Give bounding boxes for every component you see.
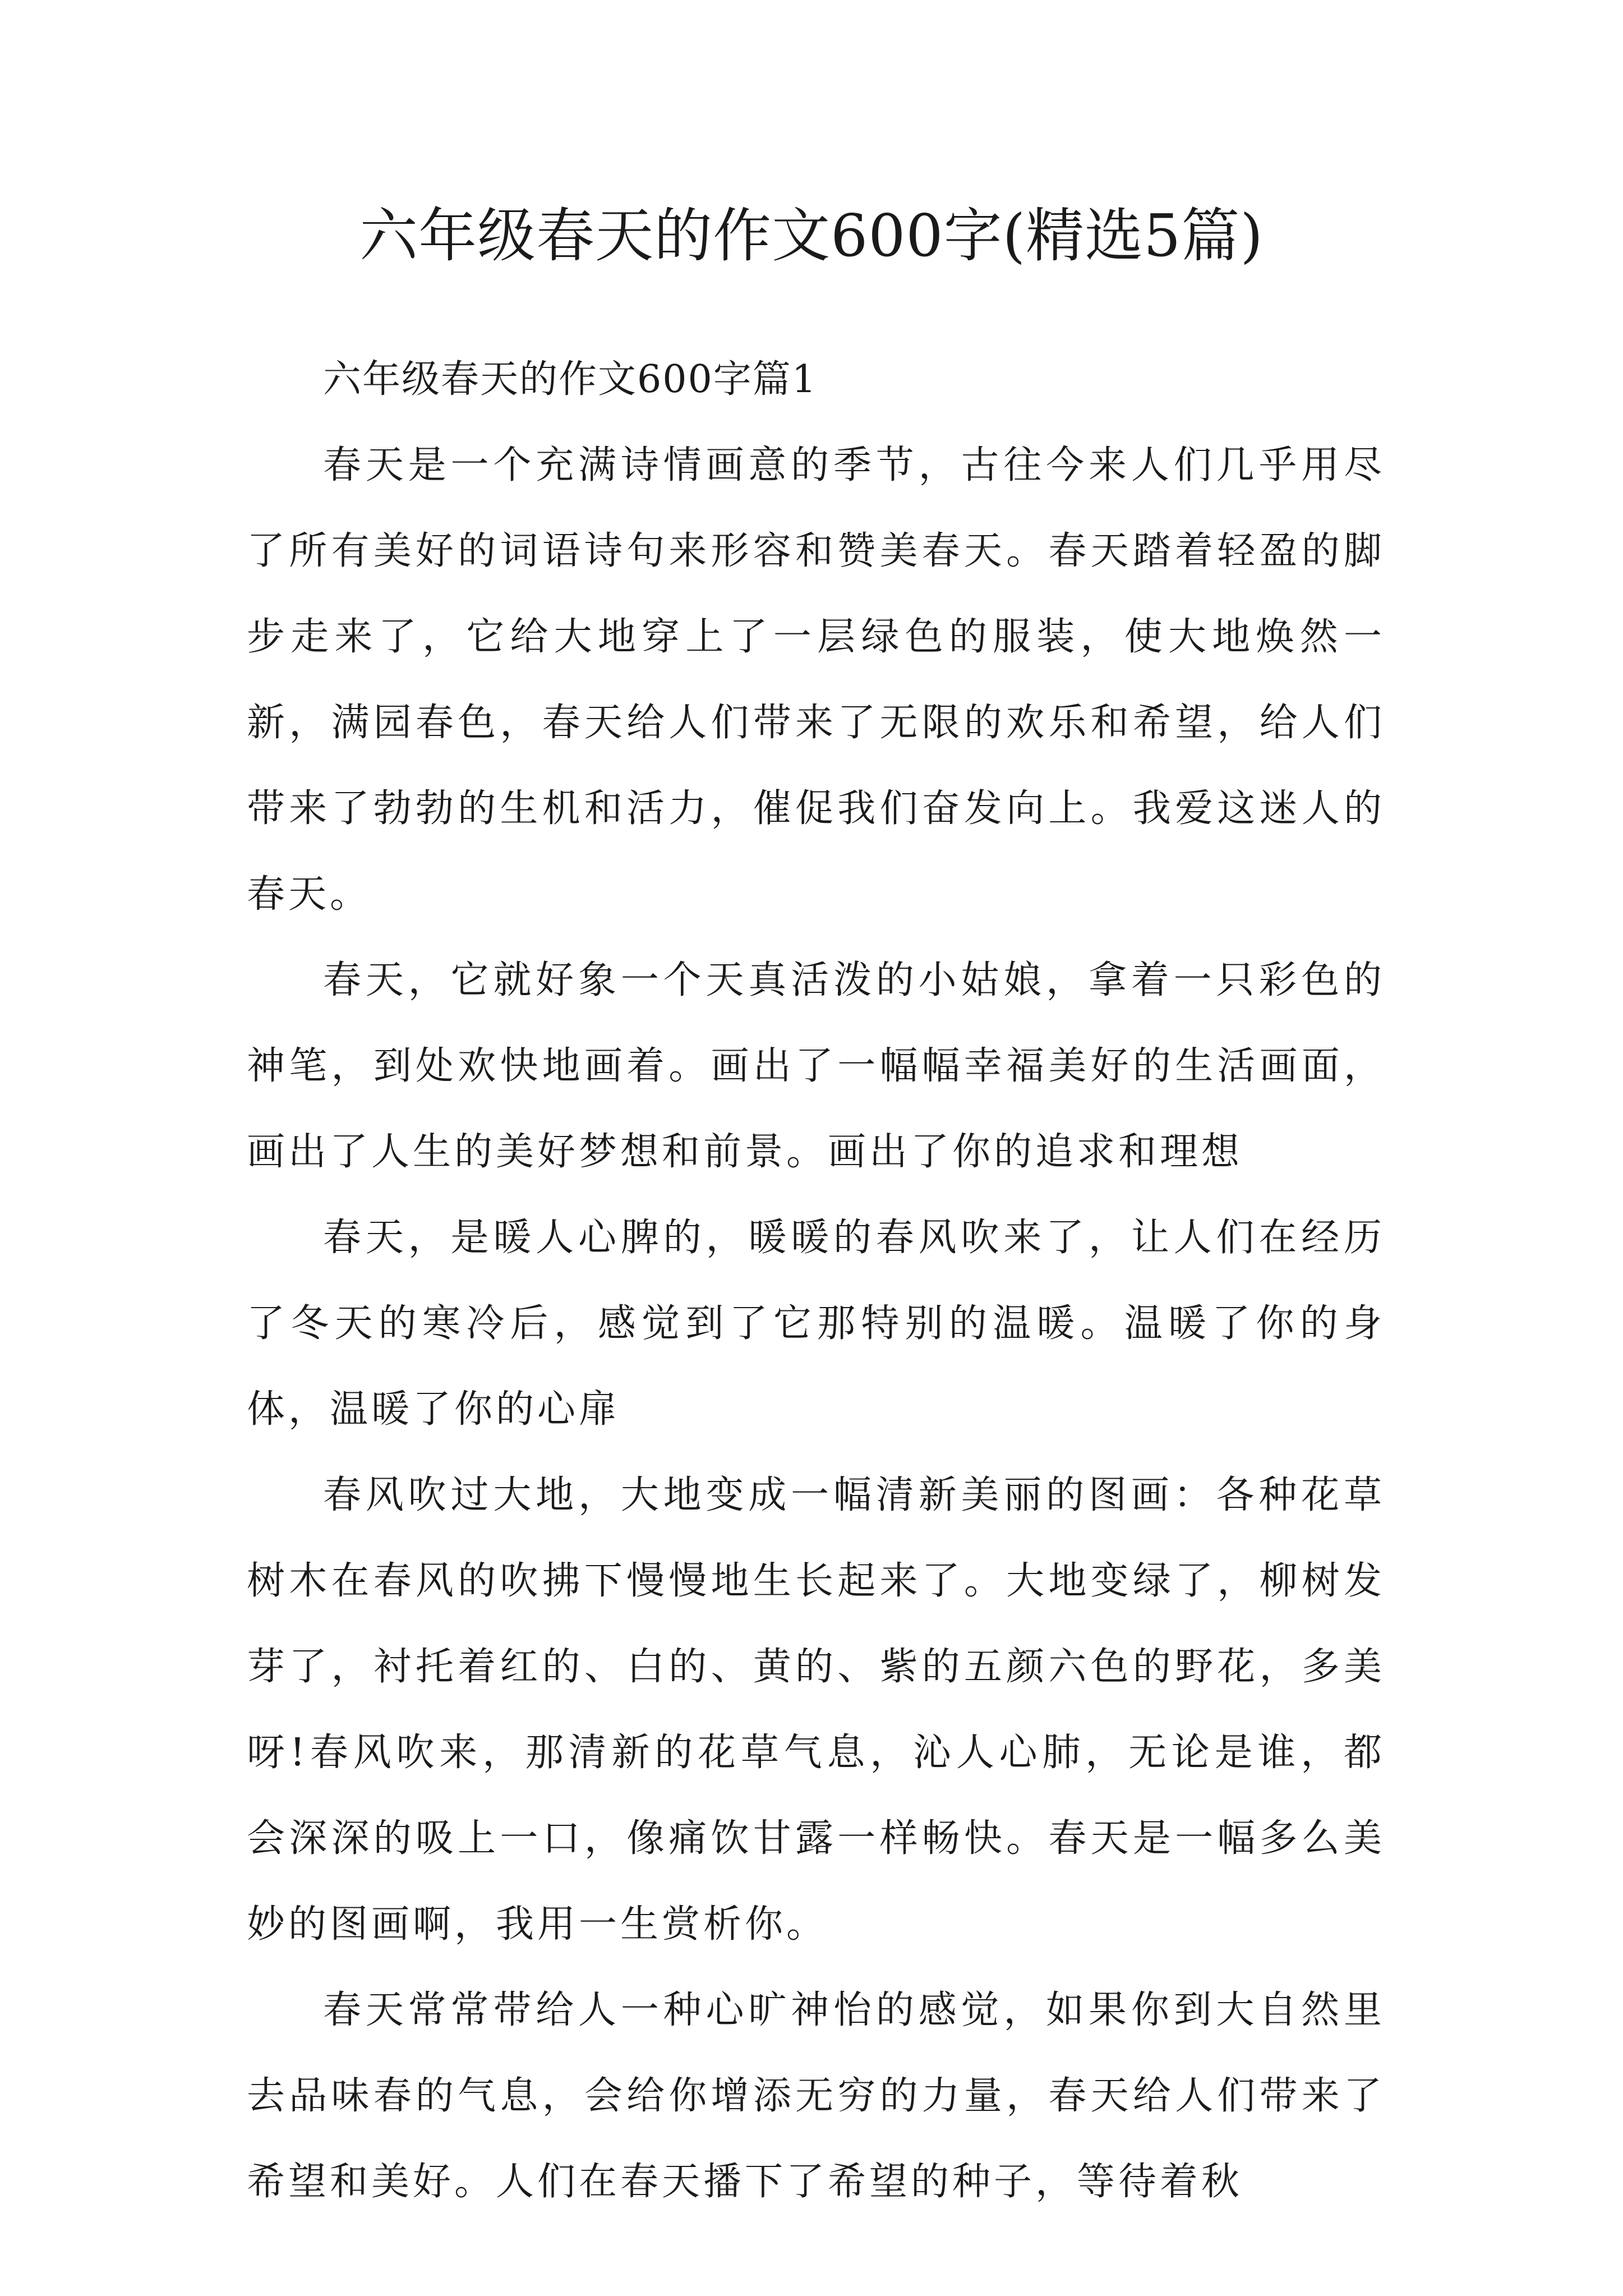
paragraph: 春天是一个充满诗情画意的季节，古往今来人们几乎用尽了所有美好的词语诗句来形容和赞美春天。春天踏着轻盈的脚步走来了，它给大地穿上了一层绿色的服装，使大地焕然一新，满园春色，春天给人们带来了无限的欢乐和希望，给人们带来了勃勃的生机和活力，催促我们奋发向上。我爱这迷人的春天。	[247, 443, 1385, 917]
document-body	[247, 337, 1385, 2225]
paragraph: 春天，是暖人心脾的，暖暖的春风吹来了，让人们在经历了冬天的寒冷后，感觉到了它那特别的温暖。温暖了你的身体，温暖了你的心扉	[247, 1216, 1385, 1432]
document-title: 六年级春天的作文600字(精选5篇)	[359, 201, 1264, 270]
section-heading: 六年级春天的作文600字篇1	[323, 357, 818, 402]
paragraph: 春风吹过大地，大地变成一幅清新美丽的图画：各种花草树木在春风的吹拂下慢慢地生长起来了。大地变绿了，柳树发芽了，衬托着红的、白的、黄的、紫的五颜六色的野花，多美呀!春风吹来，那清新的花草气息，沁人心肺，无论是谁，都会深深的吸上一口，像痛饮甘露一样畅快。春天是一幅多么美妙的图画啊，我用一生赏析你。	[247, 1473, 1385, 1947]
paragraph: 春天，它就好象一个天真活泼的小姑娘，拿着一只彩色的神笔，到处欢快地画着。画出了一幅幅幸福美好的生活画面，画出了人生的美好梦想和前景。画出了你的追求和理想	[247, 958, 1385, 1174]
paragraph: 春天常常带给人一种心旷神怡的感觉，如果你到大自然里去品味春的气息，会给你增添无穷的力量，春天给人们带来了希望和美好。人们在春天播下了希望的种子，等待着秋	[247, 1988, 1385, 2204]
